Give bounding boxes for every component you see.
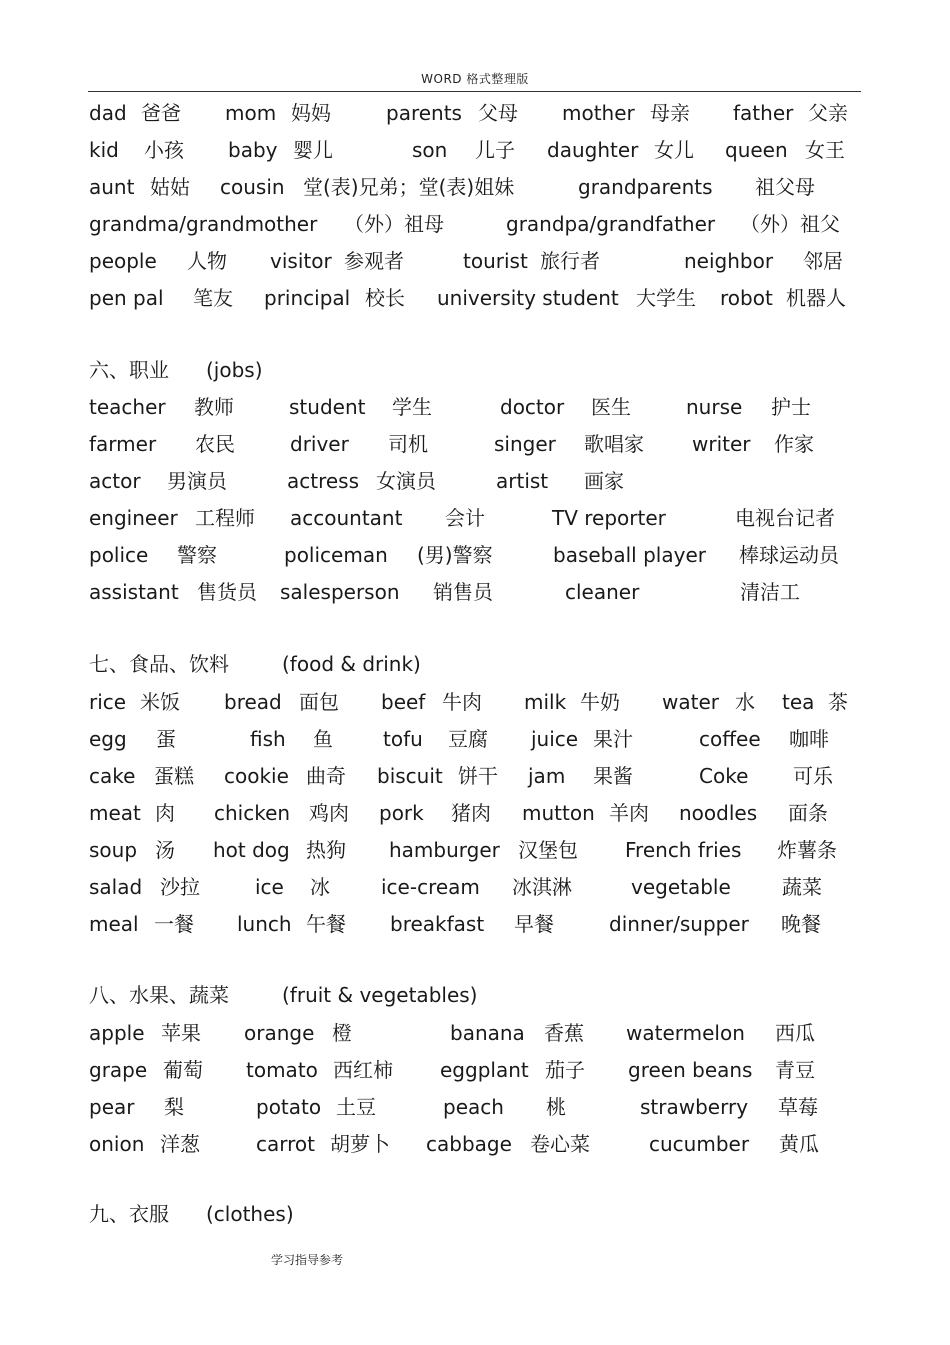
vocab-word: (男)警察 [417, 543, 493, 567]
vocab-word: 堂(表)兄弟；堂(表)姐妹 [303, 175, 515, 199]
vocab-word: 女王 [805, 138, 845, 162]
vocab-word: 草莓 [778, 1095, 818, 1119]
vocab-word: 护士 [771, 395, 811, 419]
vocab-word: writer [692, 432, 751, 456]
vocab-word: 面包 [299, 690, 339, 714]
vocab-word: cake [89, 764, 136, 788]
vocab-line [0, 466, 950, 496]
vocab-word: 棒球运动员 [739, 543, 839, 567]
vocab-word: 电视台记者 [735, 506, 835, 530]
vocab-line [0, 835, 950, 865]
vocab-word: 会计 [445, 506, 485, 530]
vocab-word: tofu [383, 727, 423, 751]
vocab-word: watermelon [626, 1021, 745, 1045]
section-title: 九、衣服 [89, 1202, 169, 1226]
vocab-word: biscuit [377, 764, 443, 788]
vocab-word: 桃 [546, 1095, 566, 1119]
vocab-word: egg [89, 727, 127, 751]
vocab-word: jam [528, 764, 566, 788]
vocab-word: orange [244, 1021, 315, 1045]
vocab-word: accountant [290, 506, 403, 530]
vocab-word: 作家 [774, 432, 814, 456]
vocab-line [0, 172, 950, 202]
vocab-word: actor [89, 469, 141, 493]
vocab-word: 豆腐 [448, 727, 488, 751]
vocab-word: singer [494, 432, 556, 456]
section-subtitle: (food & drink) [282, 652, 421, 676]
vocab-word: 早餐 [514, 912, 554, 936]
vocab-word: meal [89, 912, 139, 936]
vocab-word: actress [287, 469, 360, 493]
vocab-word: 歌唱家 [584, 432, 644, 456]
section-subtitle: (fruit & vegetables) [282, 983, 478, 1007]
vocab-word: teacher [89, 395, 166, 419]
vocab-word: mutton [522, 801, 595, 825]
vocab-word: cookie [224, 764, 289, 788]
vocab-word: salad [89, 875, 143, 899]
vocab-word: 销售员 [433, 580, 493, 604]
vocab-word: cucumber [649, 1132, 750, 1156]
section-heading-fruit-vegetables [0, 980, 950, 1010]
vocab-word: 大学生 [636, 286, 696, 310]
vocab-word: potato [256, 1095, 322, 1119]
vocab-word: 晚餐 [781, 912, 821, 936]
vocab-word: 胡萝卜 [330, 1132, 390, 1156]
vocab-word: 猪肉 [451, 801, 491, 825]
vocab-line [0, 283, 950, 313]
vocab-word: milk [524, 690, 567, 714]
vocab-word: people [89, 249, 157, 273]
vocab-word: dad [89, 101, 127, 125]
vocab-word: 机器人 [786, 286, 846, 310]
vocab-word: 汉堡包 [518, 838, 578, 862]
vocab-word: meat [89, 801, 141, 825]
vocab-word: ice-cream [381, 875, 480, 899]
vocab-word: 黄瓜 [779, 1132, 819, 1156]
vocab-line [0, 246, 950, 276]
vocab-word: 曲奇 [306, 764, 346, 788]
vocab-word: kid [89, 138, 119, 162]
vocab-word: onion [89, 1132, 145, 1156]
vocab-word: cabbage [426, 1132, 512, 1156]
vocab-word: queen [725, 138, 788, 162]
vocab-word: 女儿 [654, 138, 694, 162]
vocab-word: tea [782, 690, 815, 714]
vocab-word: tomato [246, 1058, 318, 1082]
vocab-word: eggplant [440, 1058, 529, 1082]
vocab-word: 午餐 [306, 912, 346, 936]
vocab-word: 果汁 [593, 727, 633, 751]
vocab-word: 蛋糕 [154, 764, 194, 788]
vocab-line [0, 1129, 950, 1159]
vocab-line [0, 909, 950, 939]
vocab-word: 售货员 [197, 580, 257, 604]
vocab-word: baseball player [553, 543, 706, 567]
vocab-word: water [662, 690, 719, 714]
vocab-word: grandparents [578, 175, 713, 199]
section-heading-clothes [0, 1199, 950, 1229]
vocab-word: bread [224, 690, 282, 714]
vocab-word: aunt [89, 175, 135, 199]
section-heading-food-drink [0, 649, 950, 679]
vocab-word: 母亲 [650, 101, 690, 125]
section-title: 七、食品、饮料 [89, 652, 229, 676]
vocab-line [0, 209, 950, 239]
vocab-word: daughter [547, 138, 639, 162]
vocab-word: banana [450, 1021, 525, 1045]
vocab-word: 笔友 [193, 286, 233, 310]
vocab-word: fish [250, 727, 286, 751]
vocab-word: 青豆 [775, 1058, 815, 1082]
vocab-word: 邻居 [803, 249, 843, 273]
vocab-word: parents [386, 101, 462, 125]
vocab-word: university student [437, 286, 619, 310]
vocab-word: 男演员 [167, 469, 227, 493]
vocab-word: farmer [89, 432, 157, 456]
vocab-word: baby [228, 138, 278, 162]
vocab-word: 水 [735, 690, 755, 714]
vocab-word: assistant [89, 580, 179, 604]
vocab-word: 冰淇淋 [512, 875, 572, 899]
vocab-word: engineer [89, 506, 178, 530]
vocab-word: nurse [686, 395, 743, 419]
vocab-word: hot dog [213, 838, 290, 862]
vocab-word: driver [290, 432, 349, 456]
vocab-word: 教师 [194, 395, 234, 419]
vocab-word: 工程师 [195, 506, 255, 530]
vocab-word: 父亲 [808, 101, 848, 125]
vocab-line [0, 687, 950, 717]
vocab-word: 学生 [392, 395, 432, 419]
vocab-word: Coke [699, 764, 749, 788]
vocab-line [0, 1092, 950, 1122]
vocab-word: pork [379, 801, 424, 825]
vocab-word: grape [89, 1058, 148, 1082]
vocab-word: French fries [625, 838, 742, 862]
vocab-word: 茄子 [545, 1058, 585, 1082]
section-heading-jobs [0, 355, 950, 385]
section-subtitle: (clothes) [206, 1202, 294, 1226]
vocab-word: 鸡肉 [309, 801, 349, 825]
vocab-word: rice [89, 690, 127, 714]
vocab-word: 祖父母 [755, 175, 815, 199]
vocab-word: principal [264, 286, 351, 310]
vocab-word: 西红柿 [333, 1058, 393, 1082]
vocab-word: ice [255, 875, 284, 899]
vocab-line [0, 577, 950, 607]
vocab-word: 农民 [195, 432, 235, 456]
vocab-word: 西瓜 [775, 1021, 815, 1045]
vocab-word: 蛋 [156, 727, 176, 751]
vocab-word: visitor [270, 249, 332, 273]
vocab-word: 旅行者 [540, 249, 600, 273]
vocab-word: 热狗 [306, 838, 346, 862]
vocab-word: 羊肉 [609, 801, 649, 825]
vocab-word: 冰 [310, 875, 330, 899]
vocab-word: hamburger [389, 838, 500, 862]
vocab-word: 茶 [828, 690, 848, 714]
page-footer: 学习指导参考 [271, 1253, 344, 1267]
vocab-word: 土豆 [336, 1095, 376, 1119]
vocab-word: 橙 [332, 1021, 352, 1045]
vocab-word: 梨 [164, 1095, 184, 1119]
vocab-line [0, 540, 950, 570]
vocab-word: 医生 [591, 395, 631, 419]
vocab-word: breakfast [390, 912, 485, 936]
page-header: WORD 格式整理版 [421, 72, 529, 86]
vocab-word: police [89, 543, 149, 567]
vocab-word: 婴儿 [293, 138, 333, 162]
vocab-line [0, 1055, 950, 1085]
vocab-word: strawberry [640, 1095, 749, 1119]
vocab-line [0, 798, 950, 828]
vocab-word: TV reporter [552, 506, 666, 530]
vocab-word: 参观者 [344, 249, 404, 273]
vocab-word: 葡萄 [163, 1058, 203, 1082]
vocab-word: （外）祖母 [344, 212, 444, 236]
vocab-word: noodles [679, 801, 758, 825]
vocab-line [0, 761, 950, 791]
vocab-word: peach [443, 1095, 504, 1119]
vocab-word: 汤 [155, 838, 175, 862]
vocab-word: 妈妈 [291, 101, 331, 125]
vocab-word: grandpa/grandfather [506, 212, 716, 236]
vocab-word: cleaner [565, 580, 640, 604]
vocab-word: father [733, 101, 794, 125]
vocab-word: carrot [256, 1132, 315, 1156]
vocab-word: 一餐 [154, 912, 194, 936]
vocab-word: 司机 [388, 432, 428, 456]
vocab-line [0, 135, 950, 165]
vocab-word: artist [496, 469, 549, 493]
vocab-word: lunch [237, 912, 292, 936]
vocab-word: mother [562, 101, 635, 125]
vocab-word: pen pal [89, 286, 164, 310]
vocab-word: student [289, 395, 366, 419]
vocab-word: 爸爸 [141, 101, 181, 125]
vocab-word: vegetable [631, 875, 731, 899]
vocab-line [0, 98, 950, 128]
vocab-word: 校长 [365, 286, 405, 310]
vocab-word: beef [381, 690, 426, 714]
vocab-word: grandma/grandmother [89, 212, 318, 236]
vocab-word: neighbor [684, 249, 774, 273]
vocab-word: son [412, 138, 448, 162]
vocab-word: policeman [284, 543, 388, 567]
vocab-line [0, 429, 950, 459]
section-subtitle: (jobs) [206, 358, 263, 382]
vocab-word: mom [225, 101, 277, 125]
vocab-word: 画家 [584, 469, 624, 493]
vocab-word: 苹果 [161, 1021, 201, 1045]
vocab-word: 姑姑 [150, 175, 190, 199]
vocab-word: 香蕉 [544, 1021, 584, 1045]
vocab-word: 人物 [187, 249, 227, 273]
vocab-word: 米饭 [140, 690, 180, 714]
vocab-word: salesperson [280, 580, 400, 604]
vocab-word: green beans [628, 1058, 753, 1082]
vocab-word: 女演员 [376, 469, 436, 493]
vocab-word: 警察 [177, 543, 217, 567]
vocab-word: doctor [500, 395, 565, 419]
vocab-word: pear [89, 1095, 135, 1119]
vocab-word: 面条 [788, 801, 828, 825]
vocab-word: 可乐 [793, 764, 833, 788]
vocab-word: 小孩 [144, 138, 184, 162]
vocab-word: soup [89, 838, 138, 862]
vocab-line [0, 503, 950, 533]
vocab-word: 沙拉 [160, 875, 200, 899]
vocab-word: tourist [463, 249, 528, 273]
vocab-line [0, 724, 950, 754]
vocab-word: juice [531, 727, 579, 751]
vocab-word: coffee [699, 727, 761, 751]
vocab-word: apple [89, 1021, 145, 1045]
vocab-word: chicken [214, 801, 291, 825]
vocab-word: 洋葱 [160, 1132, 200, 1156]
vocab-line [0, 872, 950, 902]
vocab-word: 鱼 [313, 727, 333, 751]
vocab-word: 饼干 [458, 764, 498, 788]
section-title: 六、职业 [89, 358, 169, 382]
vocab-word: （外）祖父 [740, 212, 840, 236]
header-rule [88, 91, 861, 92]
vocab-word: 肉 [155, 801, 175, 825]
vocab-line [0, 1018, 950, 1048]
vocab-word: 父母 [478, 101, 518, 125]
vocab-word: 果酱 [593, 764, 633, 788]
vocab-word: robot [720, 286, 773, 310]
vocab-word: dinner/supper [609, 912, 749, 936]
vocab-word: 咖啡 [789, 727, 829, 751]
vocab-word: 儿子 [475, 138, 515, 162]
vocab-word: 牛奶 [580, 690, 620, 714]
vocab-word: 炸薯条 [777, 838, 837, 862]
vocab-word: 蔬菜 [782, 875, 822, 899]
vocab-word: 卷心菜 [530, 1132, 590, 1156]
vocab-word: cousin [220, 175, 285, 199]
section-title: 八、水果、蔬菜 [89, 983, 229, 1007]
vocab-word: 牛肉 [442, 690, 482, 714]
vocab-word: 清洁工 [740, 580, 800, 604]
vocab-line [0, 392, 950, 422]
